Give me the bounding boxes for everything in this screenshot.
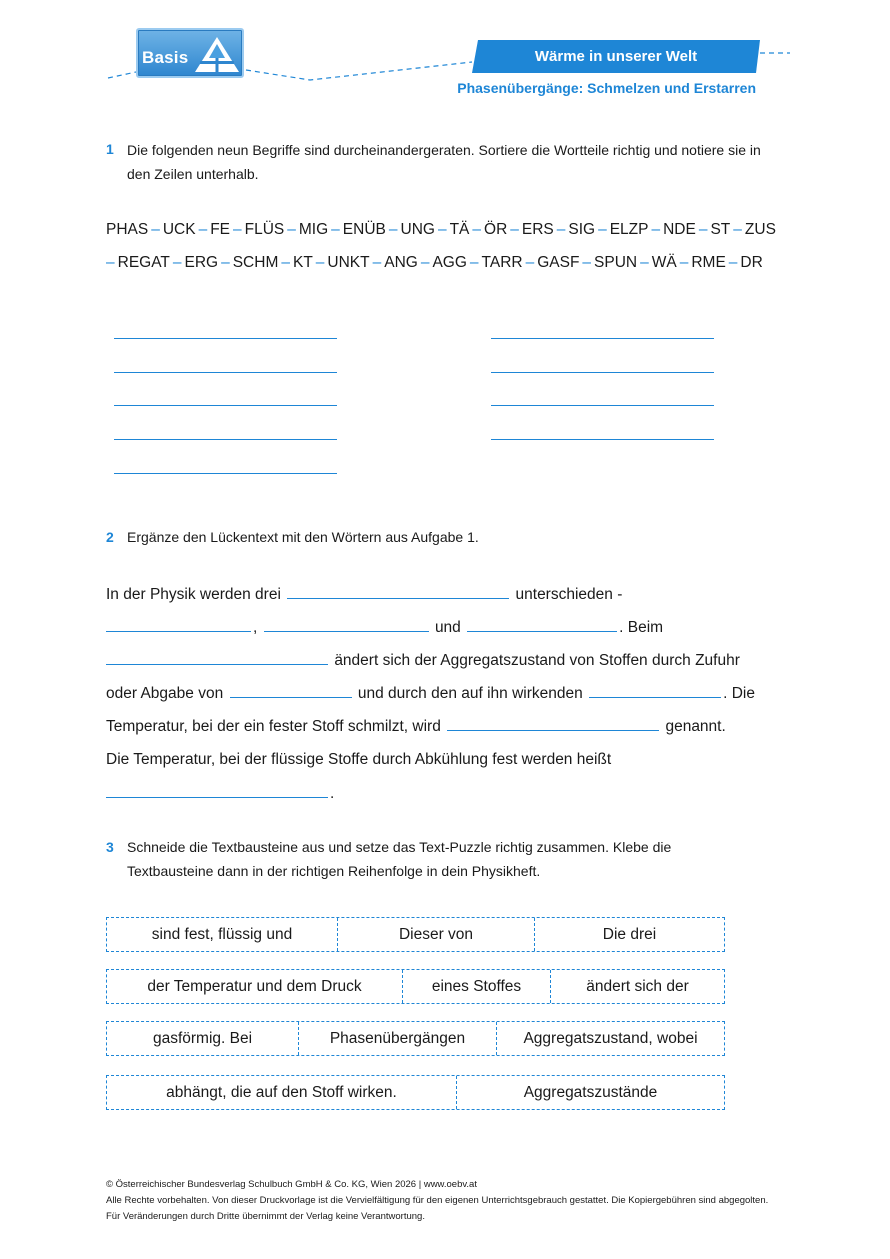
answer-line[interactable] <box>491 405 714 406</box>
cloze-text: und <box>434 619 461 636</box>
fragment-separator: – <box>331 221 340 238</box>
task-3-instruction: Schneide die Textbausteine aus und setze das Text-Puzzle richtig zusammen. Klebe die Textbausteine dann in der richtigen Reihenfolge in dein Physikheft. <box>127 839 672 879</box>
answer-line[interactable] <box>491 372 714 373</box>
cloze-line-2 <box>106 619 663 637</box>
cloze-text: genannt. <box>665 718 726 735</box>
cloze-text: oder Abgabe von <box>106 685 224 702</box>
cloze-text: . Beim <box>619 619 664 636</box>
fragment-separator: – <box>582 254 592 271</box>
puzzle-piece[interactable]: Die drei <box>602 925 657 943</box>
cloze-text: . <box>330 785 335 802</box>
fragment-separator: – <box>469 254 479 271</box>
puzzle-row-2 <box>106 969 725 1004</box>
cloze-gap[interactable] <box>447 729 659 731</box>
word-fragment: SIG <box>568 221 596 238</box>
word-fragment: RME <box>691 254 726 271</box>
word-fragment: ÖR <box>484 221 508 238</box>
cloze-text: In der Physik werden drei <box>106 586 281 603</box>
word-fragment: ERG <box>184 254 219 271</box>
task-2-instruction: Ergänze den Lückentext mit den Wörtern aus Aufgabe 1. <box>127 529 479 545</box>
answer-line[interactable] <box>491 338 714 339</box>
fragment-separator: – <box>106 254 115 271</box>
word-fragment: KT <box>292 254 313 271</box>
cloze-line-7 <box>106 785 334 803</box>
cloze-text: unterschieden - <box>515 586 623 603</box>
worksheet-subtitle: Phasenübergänge: Schmelzen und Erstarren <box>457 80 756 96</box>
puzzle-piece[interactable]: abhängt, die auf den Stoff wirken. <box>107 1076 457 1109</box>
cloze-text: Temperatur, bei der ein fester Stoff schmilzt, wird <box>106 718 441 735</box>
puzzle-piece[interactable]: der Temperatur und dem Druck <box>107 970 403 1003</box>
word-fragment: TÄ <box>449 221 470 238</box>
fragment-separator: – <box>640 254 649 271</box>
fragment-separator: – <box>315 254 325 271</box>
fragment-separator: – <box>233 221 242 238</box>
answer-line[interactable] <box>114 372 337 373</box>
fragment-separator: – <box>151 221 160 238</box>
word-fragment: DR <box>740 254 763 271</box>
cloze-gap[interactable] <box>230 696 352 698</box>
task-1-number: 1 <box>106 141 114 157</box>
word-fragment: TARR <box>481 254 523 271</box>
word-fragment: WÄ <box>651 254 677 271</box>
cloze-line-4 <box>106 685 755 703</box>
rights-line: Alle Rechte vorbehalten. Von dieser Druckvorlage ist die Vervielfältigung für den eigenen Unterrichtsgebrauch gestattet. Die Kopiergebühren sind abgegolten. <box>106 1195 769 1206</box>
puzzle-piece[interactable]: Aggregatszustände <box>523 1083 658 1101</box>
word-fragment: FLÜS <box>244 221 285 238</box>
puzzle-row-4 <box>106 1075 725 1110</box>
word-fragment: ZUS <box>744 221 776 238</box>
puzzle-piece[interactable]: gasförmig. Bei <box>107 1022 299 1055</box>
fragment-separator: – <box>372 254 382 271</box>
task-1-instruction: Die folgenden neun Begriffe sind durcheinandergeraten. Sortiere die Wortteile richtig und notiere sie in den Zeilen unterhalb. <box>127 142 761 182</box>
word-fragment: UNG <box>400 221 435 238</box>
cloze-gap[interactable] <box>589 696 721 698</box>
answer-line[interactable] <box>114 338 337 339</box>
cloze-line-5 <box>106 718 726 736</box>
word-fragment: SPUN <box>594 254 638 271</box>
cloze-gap[interactable] <box>287 597 509 599</box>
puzzle-piece[interactable]: Aggregatszustand, wobei <box>523 1029 698 1047</box>
word-fragment: UCK <box>162 221 196 238</box>
cloze-line-6 <box>106 751 611 769</box>
fragments-line-2 <box>106 254 763 272</box>
word-fragment: ST <box>710 221 731 238</box>
word-fragment: UNKT <box>327 254 370 271</box>
liability-line: Für Veränderungen durch Dritte übernimmt der Verlag keine Verantwortung. <box>106 1211 425 1222</box>
fragment-separator: – <box>472 221 482 238</box>
fragment-separator: – <box>679 254 689 271</box>
footer <box>106 1177 768 1225</box>
task-3-number: 3 <box>106 839 114 855</box>
fragment-separator: – <box>172 254 182 271</box>
fragment-separator: – <box>598 221 607 238</box>
word-fragment: ERS <box>521 221 554 238</box>
puzzle-piece[interactable]: sind fest, flüssig und <box>107 918 338 951</box>
fragment-separator: – <box>525 254 535 271</box>
fragment-separator: – <box>733 221 742 238</box>
fragment-separator: – <box>556 221 566 238</box>
worksheet-title: Wärme in unserer Welt <box>534 48 698 65</box>
cloze-gap[interactable] <box>264 630 429 632</box>
puzzle-row-3 <box>106 1021 725 1056</box>
word-fragment: ANG <box>384 254 418 271</box>
answer-line[interactable] <box>114 405 337 406</box>
word-fragment: MIG <box>298 221 329 238</box>
cloze-gap[interactable] <box>467 630 617 632</box>
task-2-number: 2 <box>106 529 114 545</box>
fragment-separator: – <box>728 254 738 271</box>
puzzle-piece[interactable]: ändert sich der <box>586 977 689 995</box>
fragment-separator: – <box>281 254 290 271</box>
fragment-separator: – <box>420 254 430 271</box>
fragments-line-1 <box>106 221 776 239</box>
fragment-separator: – <box>287 221 296 238</box>
cloze-line-1 <box>106 586 622 604</box>
puzzle-piece[interactable]: Phasenübergängen <box>299 1022 497 1055</box>
cloze-text: Die Temperatur, bei der flüssige Stoffe durch Abkühlung fest werden heißt <box>106 751 612 768</box>
fragment-separator: – <box>388 221 398 238</box>
word-fragment: GASF <box>537 254 580 271</box>
cloze-gap[interactable] <box>106 796 328 798</box>
puzzle-piece[interactable]: Dieser von <box>338 918 535 951</box>
answer-line[interactable] <box>114 473 337 474</box>
logo-text: Basis <box>142 48 189 67</box>
fragment-separator: – <box>698 221 708 238</box>
word-fragment: FE <box>210 221 231 238</box>
answer-line[interactable] <box>114 439 337 440</box>
word-fragment: AGG <box>432 254 467 271</box>
fragment-separator: – <box>651 221 661 238</box>
cloze-text: . Die <box>723 685 755 702</box>
cloze-gap[interactable] <box>106 630 251 632</box>
word-fragment: ELZP <box>609 221 649 238</box>
answer-line[interactable] <box>491 439 714 440</box>
word-fragment: PHAS <box>106 221 149 238</box>
word-fragment: NDE <box>663 221 696 238</box>
fragment-separator: – <box>437 221 447 238</box>
fragment-separator: – <box>221 254 230 271</box>
cloze-text: , <box>253 619 258 636</box>
word-fragment: REGAT <box>117 254 170 271</box>
cloze-text: ändert sich der Aggregatszustand von Stoffen durch Zufuhr <box>334 652 740 669</box>
copyright-line: © Österreichischer Bundesverlag Schulbuch GmbH & Co. KG, Wien 2026 | www.oebv.at <box>106 1179 477 1190</box>
word-fragment: SCHM <box>232 254 279 271</box>
cloze-line-3 <box>106 652 740 670</box>
cloze-text: und durch den auf ihn wirkenden <box>357 685 583 702</box>
fragment-separator: – <box>198 221 208 238</box>
puzzle-piece[interactable]: eines Stoffes <box>403 970 551 1003</box>
puzzle-row-1 <box>106 917 725 952</box>
pyramid-icon <box>192 34 242 76</box>
word-fragment: ENÜB <box>342 221 386 238</box>
cloze-gap[interactable] <box>106 663 328 665</box>
fragment-separator: – <box>510 221 519 238</box>
